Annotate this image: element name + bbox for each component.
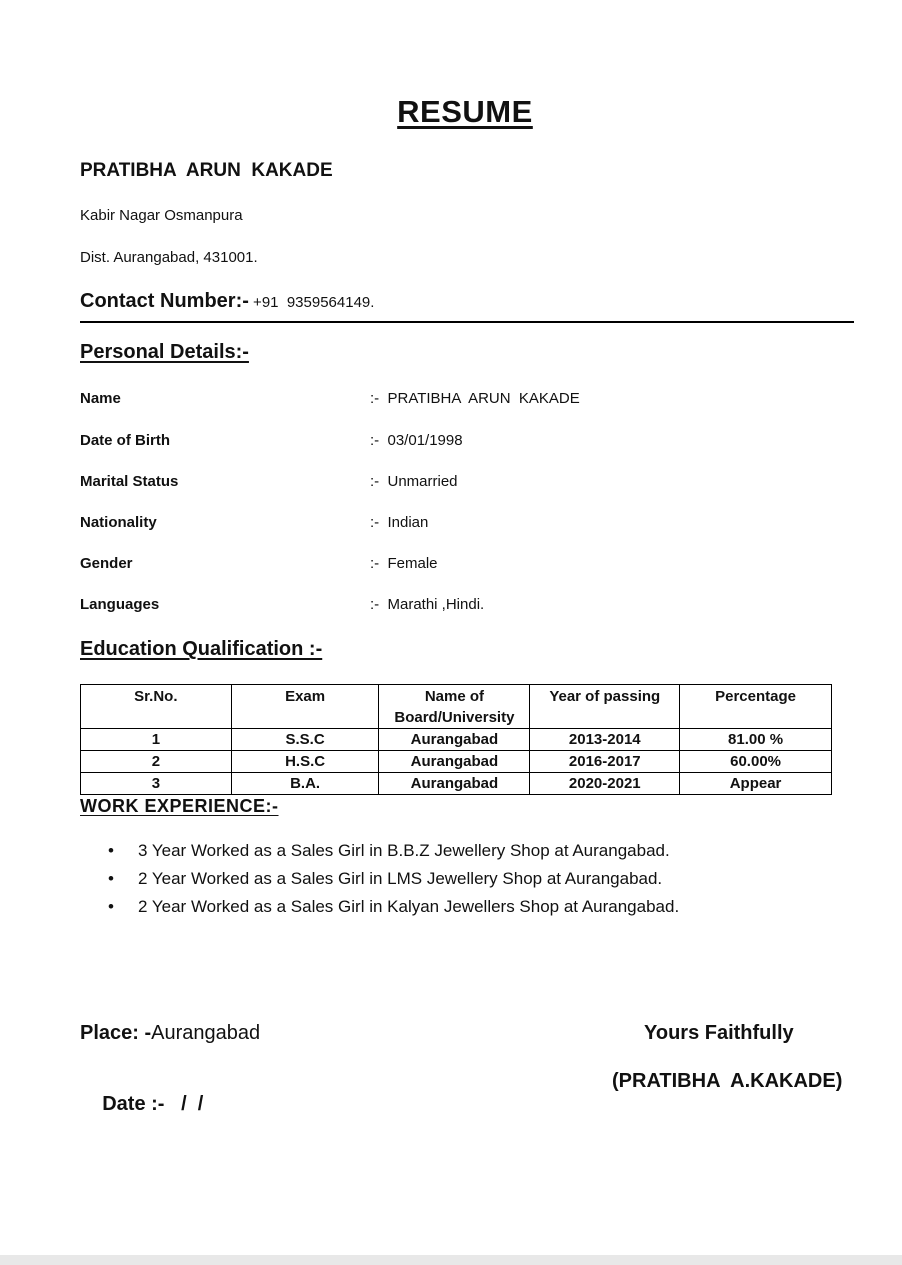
contact-label: Contact Number:-: [80, 290, 249, 312]
list-item: [108, 868, 679, 896]
work-item-text: 2 Year Worked as a Sales Girl in Kalyan Jewellers Shop at Aurangabad.: [138, 897, 680, 916]
list-item: [108, 840, 679, 868]
table-cell: 81.00 %: [680, 729, 832, 751]
personal-row-gender: [80, 555, 780, 577]
pd-value: :- Female: [370, 555, 438, 572]
pd-label: Gender: [80, 555, 133, 572]
list-item: [108, 896, 679, 924]
table-cell: 3: [81, 773, 232, 795]
signature-name: (PRATIBHA A.KAKADE): [612, 1070, 843, 1092]
document-title: RESUME: [397, 94, 533, 129]
table-cell: 60.00%: [680, 751, 832, 773]
applicant-name: PRATIBHA ARUN KAKADE: [80, 160, 333, 181]
personal-row-languages: [80, 596, 780, 618]
personal-row-nationality: [80, 514, 780, 536]
table-cell: Aurangabad: [379, 751, 530, 773]
pd-label: Languages: [80, 596, 160, 613]
place-label: Place: -: [80, 1022, 152, 1044]
pd-label: Marital Status: [80, 473, 179, 490]
bullet-icon: •: [108, 897, 114, 916]
closing-text: Yours Faithfully: [644, 1022, 794, 1044]
place-value: Aurangabad: [151, 1022, 261, 1044]
table-cell: S.S.C: [231, 729, 379, 751]
personal-row-name: [80, 390, 780, 412]
table-cell: Aurangabad: [379, 773, 530, 795]
date-label: Date :-: [102, 1093, 165, 1115]
pd-value: :- 03/01/1998: [370, 432, 463, 449]
table-cell: 2013-2014: [530, 729, 680, 751]
bullet-icon: •: [108, 869, 114, 888]
table-cell: H.S.C: [231, 751, 379, 773]
bullet-icon: •: [108, 841, 114, 860]
header-divider: [80, 321, 854, 323]
place-line: [80, 1022, 260, 1045]
table-row: [81, 729, 832, 751]
table-cell: 2020-2021: [530, 773, 680, 795]
table-cell: Appear: [680, 773, 832, 795]
address-line-2: Dist. Aurangabad, 431001.: [80, 249, 258, 266]
table-row: [81, 773, 832, 795]
date-value: / /: [164, 1093, 204, 1115]
pd-value: :- PRATIBHA ARUN KAKADE: [370, 390, 580, 407]
education-heading: Education Qualification :-: [80, 638, 323, 660]
pd-value: :- Indian: [370, 514, 429, 531]
table-cell: Aurangabad: [379, 729, 530, 751]
personal-row-dob: [80, 432, 780, 454]
table-cell: 1: [81, 729, 232, 751]
table-cell: 2: [81, 751, 232, 773]
table-header-row: [81, 685, 832, 729]
bottom-strip: [0, 1255, 902, 1265]
work-experience-list: [108, 840, 679, 924]
pd-label: Nationality: [80, 514, 157, 531]
pd-value: :- Unmarried: [370, 473, 458, 490]
column-header: Name of Board/University: [379, 685, 530, 729]
date-line: [80, 1070, 203, 1139]
table-row: [81, 751, 832, 773]
column-header: Sr.No.: [81, 685, 232, 729]
contact-line: [80, 290, 374, 313]
work-experience-heading: WORK EXPERIENCE:-: [80, 796, 279, 816]
table-cell: 2016-2017: [530, 751, 680, 773]
pd-value: :- Marathi ,Hindi.: [370, 596, 485, 613]
pd-label: Name: [80, 390, 121, 407]
contact-number: +91 9359564149.: [248, 294, 375, 311]
column-header: Exam: [231, 685, 379, 729]
education-table: [80, 684, 832, 795]
table-cell: B.A.: [231, 773, 379, 795]
column-header: Percentage: [680, 685, 832, 729]
work-item-text: 3 Year Worked as a Sales Girl in B.B.Z Jewellery Shop at Aurangabad.: [138, 841, 670, 860]
personal-details-heading: Personal Details:-: [80, 341, 249, 363]
work-item-text: 2 Year Worked as a Sales Girl in LMS Jewellery Shop at Aurangabad.: [138, 869, 663, 888]
column-header: Year of passing: [530, 685, 680, 729]
pd-label: Date of Birth: [80, 432, 170, 449]
personal-row-marital-status: [80, 473, 780, 495]
address-line-1: Kabir Nagar Osmanpura: [80, 207, 243, 224]
